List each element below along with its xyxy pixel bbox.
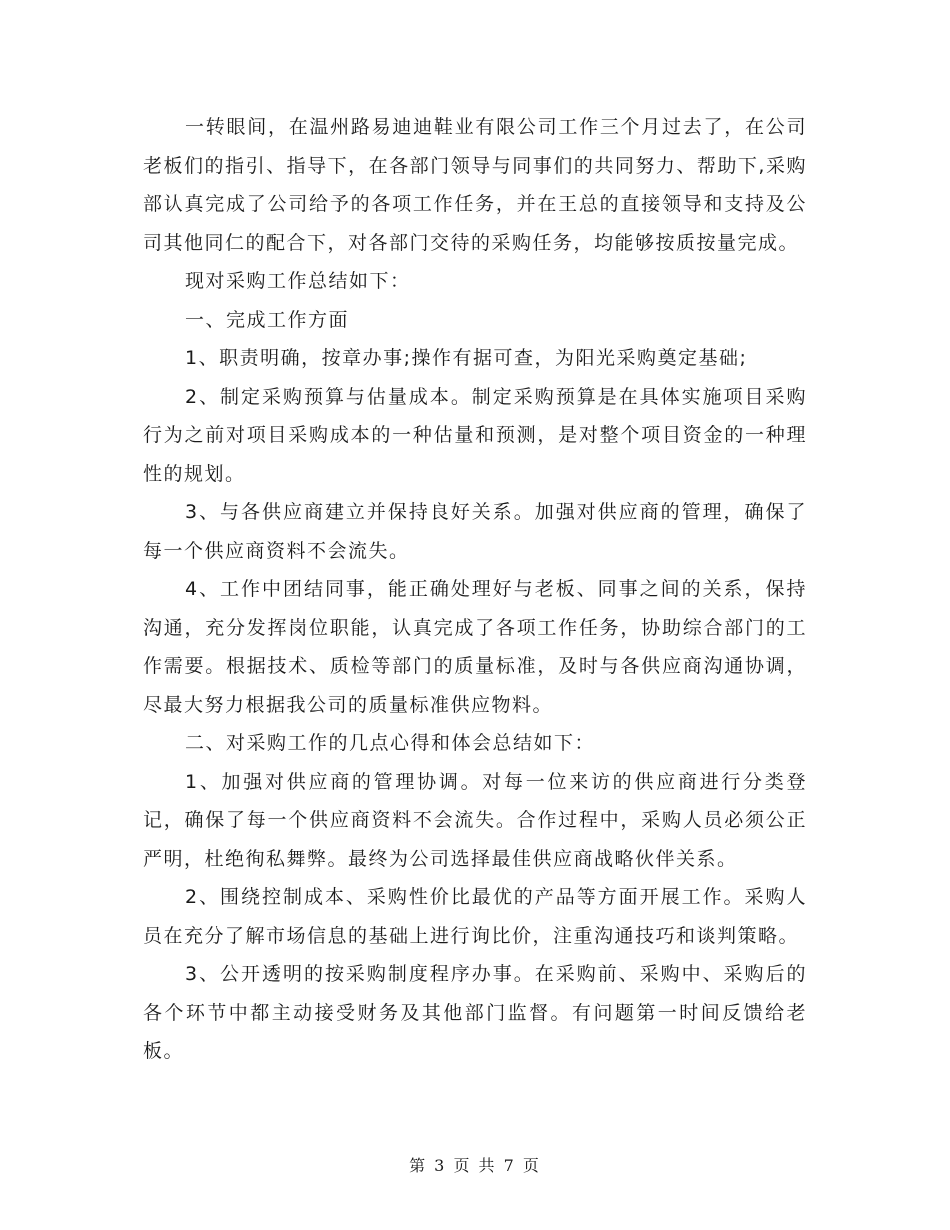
page-footer (0, 1153, 950, 1176)
list-item-work-3: 3、与各供应商建立并保持良好关系。加强对供应商的管理，确保了每一个供应商资料不会流失。 (143, 501, 807, 562)
list-item-work-2: 2、制定采购预算与估量成本。制定采购预算是在具体实施项目采购行为之前对项目采购成本的一种估量和预测，是对整个项目资金的一种理性的规划。 (143, 385, 807, 485)
list-item-insight-1: 1、加强对供应商的管理协调。对每一位来访的供应商进行分类登记，确保了每一个供应商资料不会流失。合作过程中，采购人员必须公正严明，杜绝徇私舞弊。最终为公司选择最佳供应商战略伙伴关系。 (143, 770, 807, 870)
paragraph-summary-lead: 现对采购工作总结如下： (185, 270, 411, 292)
paragraph-intro: 一转眼间，在温州路易迪迪鞋业有限公司工作三个月过去了，在公司老板们的指引、指导下，在各部门领导与同事们的共同努力、帮助下,采购部认真完成了公司给予的各项工作任务，并在王总的直接领导和支持及公司其他同仁的配合下，对各部门交待的采购任务，均能够按质按量完成。 (143, 116, 807, 254)
page-number-label: 第 3 页 共 7 页 (409, 1156, 541, 1175)
section-heading-work: 一、完成工作方面 (185, 308, 350, 331)
section-heading-insights: 二、对采购工作的几点心得和体会总结如下： (185, 732, 596, 754)
list-item-insight-3: 3、公开透明的按采购制度程序办事。在采购前、采购中、采购后的各个环节中都主动接受财务及其他部门监督。有问题第一时间反馈给老板。 (143, 963, 807, 1062)
list-item-insight-2: 2、围绕控制成本、采购性价比最优的产品等方面开展工作。采购人员在充分了解市场信息的基础上进行询比价，注重沟通技巧和谈判策略。 (143, 886, 807, 947)
list-item-work-1: 1、职责明确，按章办事;操作有据可查，为阳光采购奠定基础; (185, 347, 748, 369)
document-body (143, 108, 807, 1071)
list-item-work-4: 4、工作中团结同事，能正确处理好与老板、同事之间的关系，保持沟通，充分发挥岗位职能，认真完成了各项工作任务，协助综合部门的工作需要。根据技术、质检等部门的质量标准，及时与各供应商沟通协调，尽最大努力根据我公司的质量标准供应物料。 (143, 578, 807, 716)
